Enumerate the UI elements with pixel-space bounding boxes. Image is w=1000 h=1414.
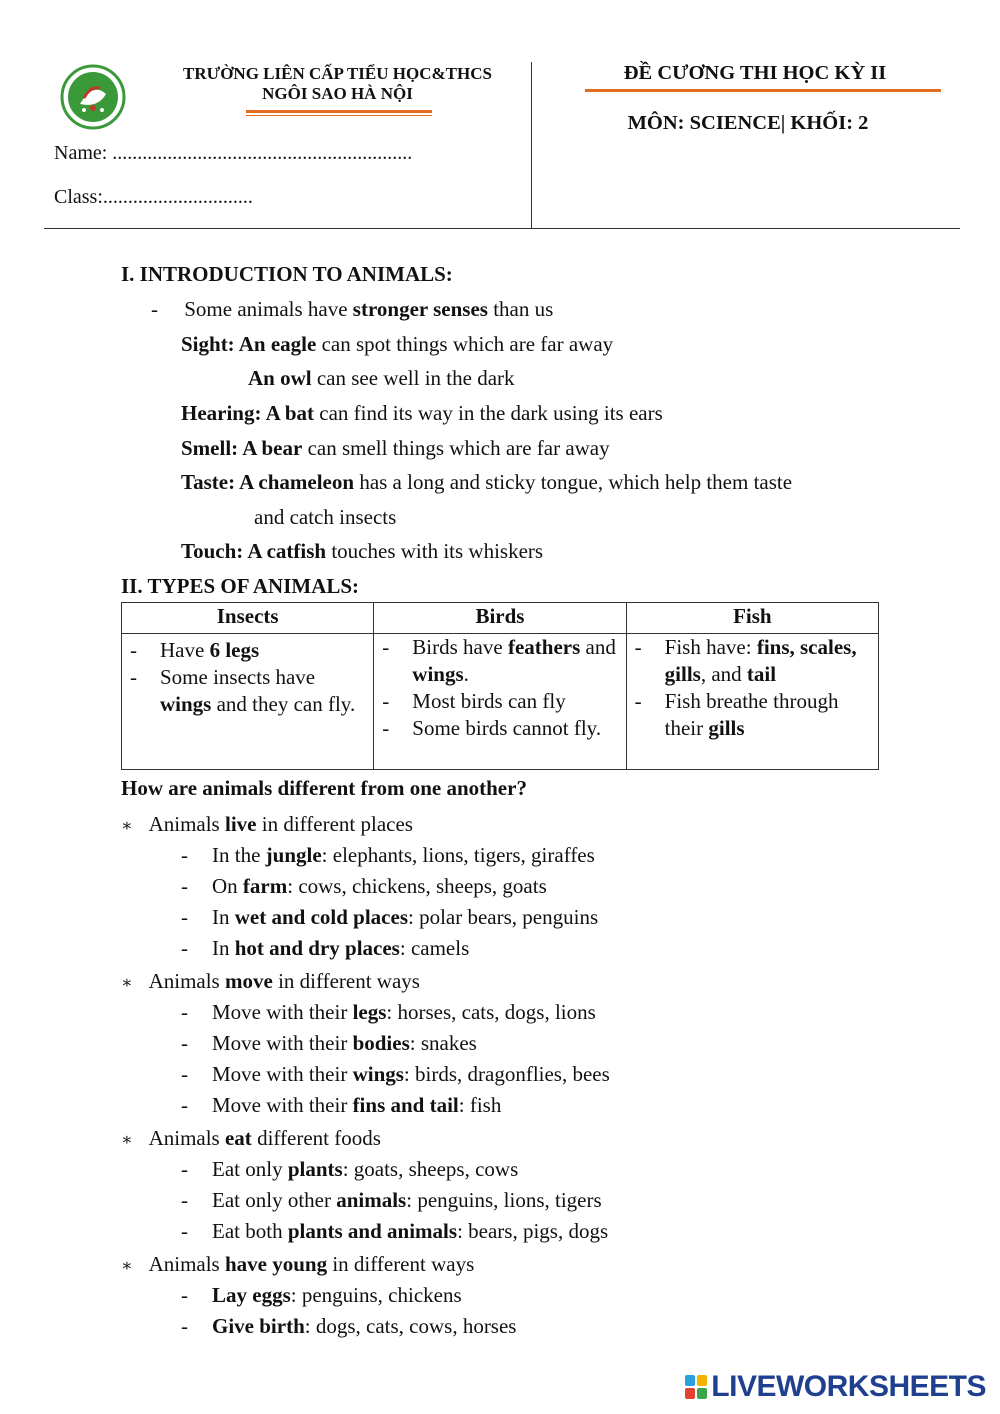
name-field[interactable]: Name: ............................................................ (54, 142, 413, 164)
star-bullet: ∗ (121, 1256, 133, 1275)
sense-sight (181, 331, 613, 357)
list-item: - Move with their wings: birds, dragonflies, bees (181, 1062, 610, 1086)
section1-intro (151, 296, 553, 322)
table-row (122, 634, 879, 770)
table-header-row (122, 603, 879, 634)
list-item: - Most birds can fly (382, 689, 566, 713)
cell-fish (626, 634, 878, 770)
differences-question: How are animals different from one another? (121, 776, 527, 800)
sense-hearing (181, 400, 663, 426)
dash: - (151, 297, 158, 321)
sense-touch (181, 538, 543, 564)
school-name (150, 64, 525, 104)
list-item: - Some birds cannot fly. (382, 716, 602, 740)
class-field[interactable]: Class:.............................. (54, 186, 253, 208)
sense-text: can spot things which are far away (316, 332, 614, 356)
liveworksheets-logo[interactable] (685, 1370, 986, 1404)
header-divider-vertical (531, 62, 532, 228)
school-name-underline (246, 110, 432, 113)
sense-sight-owl (248, 365, 515, 391)
list-item: - Move with their legs: horses, cats, dogs, lions (181, 1000, 596, 1024)
sense-label: Smell: A bear (181, 436, 303, 460)
list-item: - Give birth: dogs, cats, cows, horses (181, 1314, 517, 1338)
group-eat: ∗ Animals eat different foods (121, 1126, 381, 1150)
header-birds: Birds (374, 603, 626, 634)
list-item: - In hot and dry places: camels (181, 936, 470, 960)
star-bullet: ∗ (121, 816, 133, 835)
exam-title: ĐỀ CƯƠNG THI HỌC KỲ II (623, 62, 887, 84)
list-item: - Move with their fins and tail: fish (181, 1093, 502, 1117)
sense-smell (181, 435, 610, 461)
star-bullet: ∗ (121, 1130, 133, 1149)
sense-text: can find its way in the dark using its ears (314, 401, 663, 425)
list-item: - Lay eggs: penguins, chickens (181, 1283, 462, 1307)
list-item: - On farm: cows, chickens, sheeps, goats (181, 874, 547, 898)
sense-text: touches with its whiskers (326, 539, 544, 563)
list-item: - In the jungle: elephants, lions, tigers, giraffes (181, 843, 595, 867)
group-young: ∗ Animals have young in different ways (121, 1252, 475, 1276)
sense-label: An owl (248, 366, 312, 390)
list-item: - Birds have feathers and wings. (382, 635, 616, 686)
group-live: ∗ Animals live in different places (121, 812, 413, 836)
star-bullet: ∗ (121, 973, 133, 992)
intro-bold: stronger senses (352, 297, 488, 321)
section1-heading: I. INTRODUCTION TO ANIMALS: (121, 262, 453, 286)
sense-label: Sight: An eagle (181, 332, 317, 356)
sense-text: and catch insects (254, 505, 397, 529)
cell-birds (374, 634, 626, 770)
sense-taste-cont (254, 504, 396, 530)
header-divider-horizontal (44, 228, 960, 229)
intro-post: than us (487, 297, 554, 321)
brand-text: LIVEWORKSHEETS (711, 1370, 986, 1403)
animal-types-table (121, 602, 879, 770)
sense-label: Touch: A catfish (181, 539, 327, 563)
list-item: - Move with their bodies: snakes (181, 1031, 477, 1055)
exam-title-underline (585, 89, 941, 92)
sense-label: Taste: A chameleon (181, 470, 355, 494)
list-item: - Fish have: fins, scales, gills, and tail (634, 635, 857, 686)
sense-taste (181, 469, 792, 495)
liveworksheets-icon (685, 1375, 707, 1399)
header-fish: Fish (626, 603, 878, 634)
list-item: - Have 6 legs (130, 638, 260, 662)
cell-insects (122, 634, 374, 770)
sense-text: can smell things which are far away (302, 436, 610, 460)
list-item: - Eat only other animals: penguins, lions, tigers (181, 1188, 602, 1212)
school-logo (60, 64, 126, 130)
sense-text: can see well in the dark (311, 366, 515, 390)
list-item: - Eat only plants: goats, sheeps, cows (181, 1157, 519, 1181)
intro-pre: Some animals have (184, 297, 353, 321)
school-name-line2: NGÔI SAO HÀ NỘI (262, 84, 413, 103)
list-item: - Some insects have wings and they can fly. (130, 665, 356, 716)
subject-line: MÔN: SCIENCE| KHỐI: 2 (627, 112, 869, 134)
school-name-line1: TRƯỜNG LIÊN CẤP TIỂU HỌC&THCS (183, 64, 492, 83)
sense-text: has a long and sticky tongue, which help them taste (354, 470, 793, 494)
header-insects: Insects (122, 603, 374, 634)
group-move: ∗ Animals move in different ways (121, 969, 420, 993)
list-item: - Fish breathe through their gills (634, 689, 839, 740)
school-name-underline-thin (246, 115, 432, 116)
section2-heading: II. TYPES OF ANIMALS: (121, 574, 360, 598)
list-item: - Eat both plants and animals: bears, pigs, dogs (181, 1219, 609, 1243)
sense-label: Hearing: A bat (181, 401, 315, 425)
list-item: - In wet and cold places: polar bears, penguins (181, 905, 599, 929)
